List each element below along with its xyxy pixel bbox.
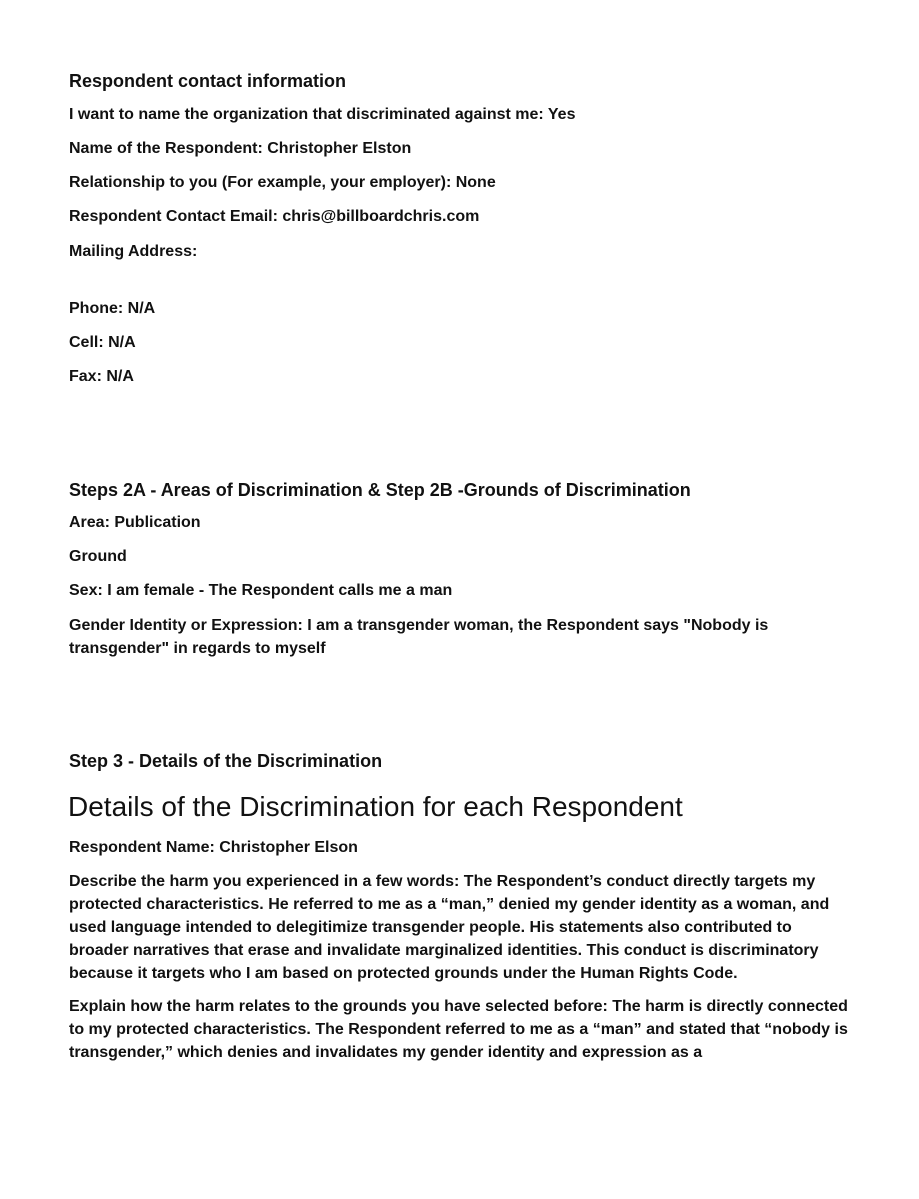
step2-heading: Steps 2A - Areas of Discrimination & Step 2B -Grounds of Discrimination <box>69 480 691 500</box>
phone-field: Phone: N/A <box>69 300 156 317</box>
ground-label: Ground <box>69 548 127 565</box>
respondent-name-field: Name of the Respondent: Christopher Elston <box>69 140 412 157</box>
respondent-contact-heading: Respondent contact information <box>69 71 347 91</box>
respondent-email-field: Respondent Contact Email: chris@billboardchris.com <box>69 208 480 225</box>
cell-field: Cell: N/A <box>69 334 136 351</box>
mailing-address-field: Mailing Address: <box>69 243 198 260</box>
gender-identity-ground-field: Gender Identity or Expression: I am a transgender woman, the Respondent says "Nobody is transgender" in regards to myself <box>69 617 769 657</box>
sex-ground-field: Sex: I am female - The Respondent calls me a man <box>69 582 453 599</box>
harm-description-paragraph: Describe the harm you experienced in a few words: The Respondent’s conduct directly targets my protected characteristics. He referred to me as a “man,” denied my gender identity as a woman, and used language intended to delegitimize transgender people. His statements also contributed to broader narratives that erase and invalidate marginalized identities. This conduct is discriminatory because it targets who I am based on protected grounds under the Human Rights Code. <box>69 873 830 982</box>
step3-heading: Step 3 - Details of the Discrimination <box>69 751 383 771</box>
fax-field: Fax: N/A <box>69 368 134 385</box>
name-organization-answer: I want to name the organization that discriminated against me: Yes <box>69 106 576 123</box>
step3-respondent-name: Respondent Name: Christopher Elson <box>69 839 358 856</box>
details-title: Details of the Discrimination for each Respondent <box>68 791 683 822</box>
relationship-field: Relationship to you (For example, your employer): None <box>69 174 496 191</box>
area-field: Area: Publication <box>69 514 201 531</box>
harm-relation-paragraph: Explain how the harm relates to the grounds you have selected before: The harm is directly connected to my protected characteristics. The Respondent referred to me as a “man” and stated that “nobody is transgender,” which denies and invalidates my gender identity and expression as a <box>69 998 848 1061</box>
